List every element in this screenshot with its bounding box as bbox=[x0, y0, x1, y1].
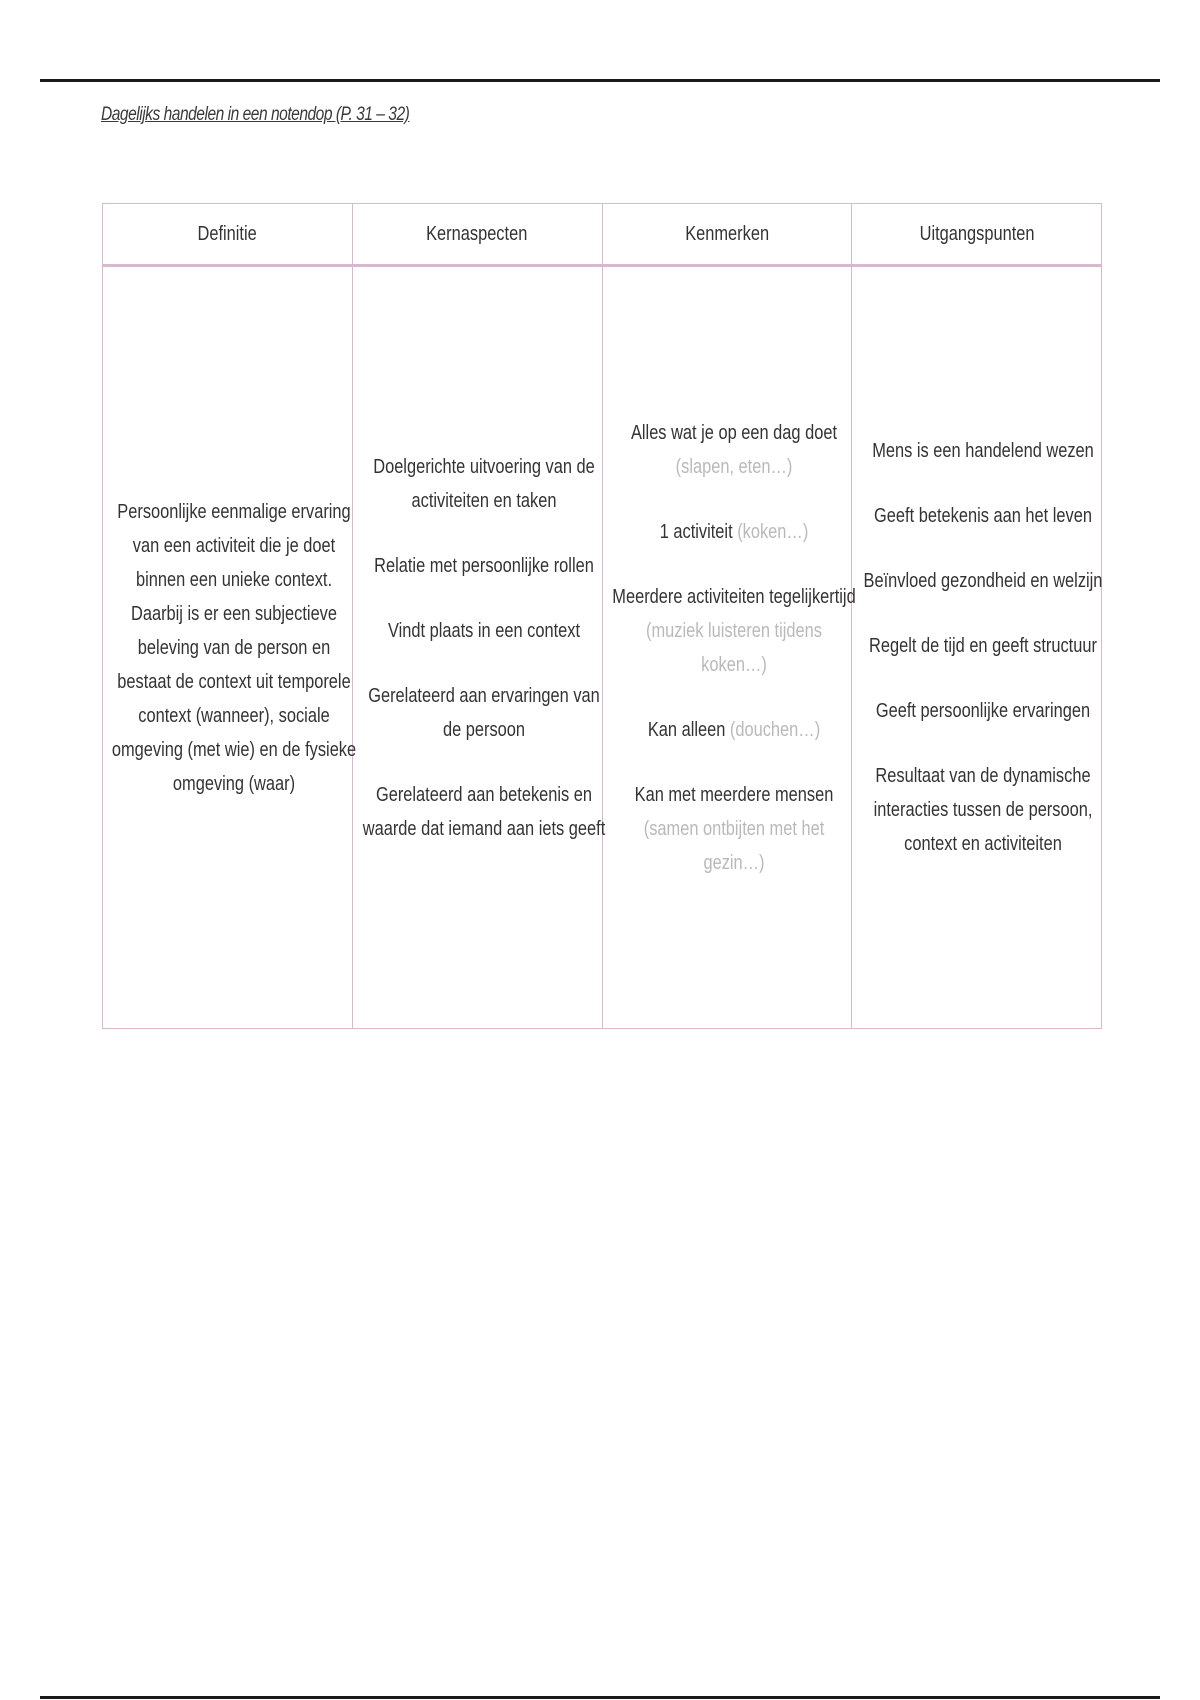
uitgangspunt-item: Mens is een handelend wezen bbox=[872, 440, 1095, 462]
uitgangspunt-item: Geeft persoonlijke ervaringen bbox=[876, 700, 1091, 722]
kenmerk-text: 1 activiteit bbox=[659, 520, 733, 543]
kenmerk-example: (koken…) bbox=[736, 520, 808, 543]
uitgangspunt-item: Regelt de tijd en geeft structuur bbox=[869, 635, 1098, 657]
kenmerk-item bbox=[611, 778, 857, 880]
kenmerk-item bbox=[611, 515, 857, 549]
uitgangspunt-item: Beïnvloed gezondheid en welzijn bbox=[863, 570, 1103, 592]
kenmerk-example: (douchen…) bbox=[729, 718, 820, 741]
table-row bbox=[103, 266, 1102, 1029]
cell-kernaspecten bbox=[352, 266, 606, 1029]
cell-definitie bbox=[103, 266, 357, 1029]
kenmerk-item bbox=[611, 416, 857, 484]
kernaspect-item: Doelgerichte uitvoering van de activiteiten en taken bbox=[372, 455, 595, 512]
kernaspect-item: Gerelateerd aan betekenis en waarde dat iemand aan iets geeft bbox=[362, 783, 606, 840]
page-heading: Dagelijks handelen in een notendop (P. 31 – 32) bbox=[101, 104, 410, 125]
kenmerk-text: Kan alleen bbox=[647, 718, 725, 741]
footer-rule bbox=[40, 1696, 1160, 1699]
definitie-text: Persoonlijke eenmalige ervaring van een activiteit die je doet binnen een unieke context. Daarbij is er een subjectieve beleving van de person en bestaat de context uit temporele context (wanneer), sociale omgeving (met wie) en de fysieke omgeving (waar) bbox=[111, 500, 357, 795]
header-kenmerken: Kenmerken bbox=[602, 204, 852, 266]
kenmerk-text: Kan met meerdere mensen bbox=[634, 783, 833, 806]
header-definitie: Definitie bbox=[103, 204, 353, 266]
kenmerk-text: Alles wat je op een dag doet bbox=[630, 421, 837, 444]
kenmerk-item bbox=[611, 713, 857, 747]
kenmerk-item bbox=[611, 580, 857, 682]
uitgangspunt-item: Geeft betekenis aan het leven bbox=[874, 505, 1093, 527]
header-kernaspecten: Kernaspecten bbox=[352, 204, 602, 266]
kernaspect-item: Relatie met persoonlijke rollen bbox=[373, 554, 594, 577]
kenmerk-example: (slapen, eten…) bbox=[675, 455, 792, 478]
table-header-row bbox=[103, 204, 1102, 266]
kernaspect-item: Vindt plaats in een context bbox=[387, 619, 580, 642]
summary-table bbox=[102, 203, 1102, 1029]
header-uitgangspunten: Uitgangspunten bbox=[852, 204, 1102, 266]
cell-uitgangspunten bbox=[852, 266, 1102, 1029]
kernaspect-item: Gerelateerd aan ervaringen van de persoon bbox=[367, 684, 600, 741]
kenmerk-example: (samen ontbijten met het gezin…) bbox=[643, 817, 824, 874]
kenmerk-example: (muziek luisteren tijdens koken…) bbox=[645, 619, 822, 676]
header-rule bbox=[40, 79, 1160, 82]
cell-kenmerken bbox=[602, 266, 856, 1029]
kenmerk-text: Meerdere activiteiten tegelijkertijd bbox=[611, 585, 856, 608]
uitgangspunt-item: Resultaat van de dynamische interacties tussen de persoon, context en activiteiten bbox=[873, 765, 1093, 855]
